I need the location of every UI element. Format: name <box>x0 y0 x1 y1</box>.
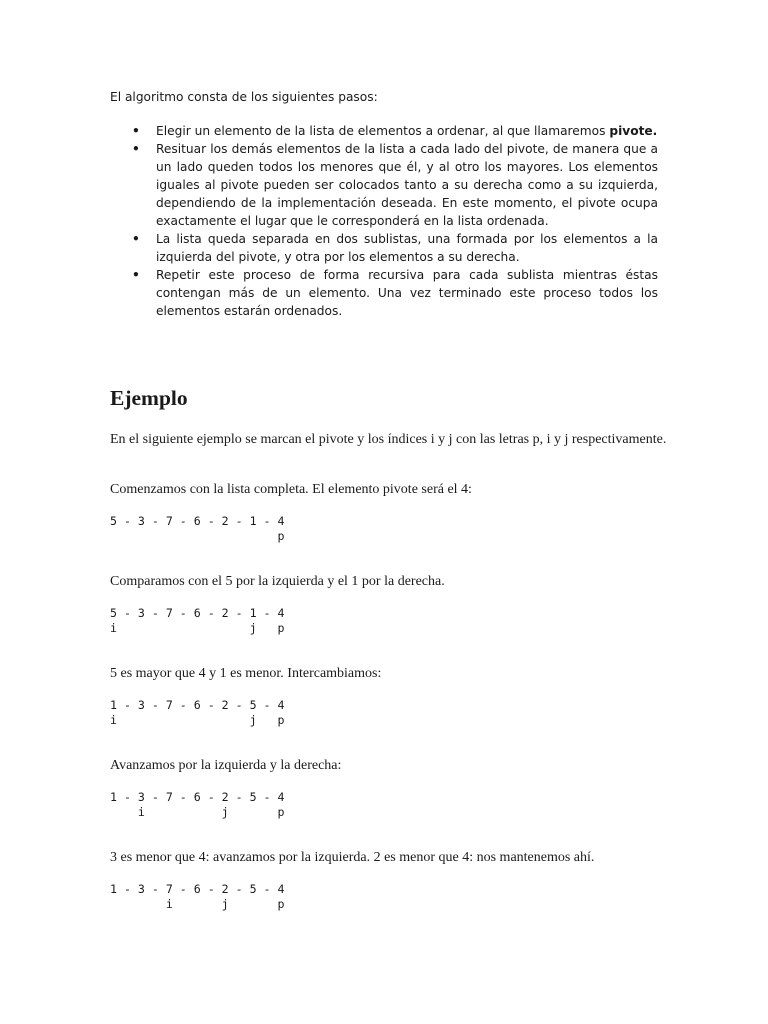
section-heading: Ejemplo <box>110 386 188 410</box>
paragraph-start: Comenzamos con la lista completa. El elemento pivote será el 4: <box>110 482 472 497</box>
bullet-icon: • <box>132 142 140 156</box>
list-item <box>110 122 658 140</box>
paragraph-swap: 5 es mayor que 4 y 1 es menor. Intercambiamos: <box>110 666 382 681</box>
code-step-5: 1 - 3 - 7 - 6 - 2 - 5 - 4 i j p <box>110 882 285 911</box>
paragraph-compare-pivot: 3 es menor que 4: avanzamos por la izquierda. 2 es menor que 4: nos mantenemos ahí. <box>110 850 595 865</box>
step-bold-term: pivote <box>609 124 653 138</box>
list-item <box>110 140 658 230</box>
list-item <box>110 230 658 266</box>
step-punct: . <box>652 124 658 138</box>
code-step-4: 1 - 3 - 7 - 6 - 2 - 5 - 4 i j p <box>110 790 285 819</box>
step-text: Repetir este proceso de forma recursiva para cada sublista mientras éstas contengan más de un elemento. Una vez terminado este proceso todos los elementos estarán ordenados. <box>156 268 658 318</box>
code-step-3: 1 - 3 - 7 - 6 - 2 - 5 - 4 i j p <box>110 698 285 727</box>
step-text: Elegir un elemento de la lista de elementos a ordenar, al que llamaremos <box>156 124 610 138</box>
steps-list <box>110 122 658 320</box>
bullet-icon: • <box>132 268 140 282</box>
code-step-1: 5 - 3 - 7 - 6 - 2 - 1 - 4 p <box>110 514 285 543</box>
intro-text: El algoritmo consta de los siguientes pasos: <box>110 90 378 104</box>
list-item <box>110 266 658 320</box>
step-text: La lista queda separada en dos sublistas, una formada por los elementos a la izquierda del pivote, y otra por los elementos a su derecha. <box>156 232 658 264</box>
code-step-2: 5 - 3 - 7 - 6 - 2 - 1 - 4 i j p <box>110 606 285 635</box>
paragraph-advance: Avanzamos por la izquierda y la derecha: <box>110 758 342 773</box>
step-text: Resituar los demás elementos de la lista a cada lado del pivote, de manera que a un lado queden todos los menores que él, y al otro los mayores. Los elementos iguales al pivote pueden ser colocados tanto a su derecha como a su izquierda, dependiendo de la implementación deseada. En este momento, el pivote ocupa exactamente el lugar que le corresponderá en la lista ordenada. <box>156 142 658 228</box>
example-intro-paragraph: En el siguiente ejemplo se marcan el pivote y los índices i y j con las letras p, i y j respectivamente. <box>110 432 667 447</box>
paragraph-compare: Comparamos con el 5 por la izquierda y el 1 por la derecha. <box>110 574 445 589</box>
bullet-icon: • <box>132 232 140 246</box>
bullet-icon: • <box>132 124 140 138</box>
